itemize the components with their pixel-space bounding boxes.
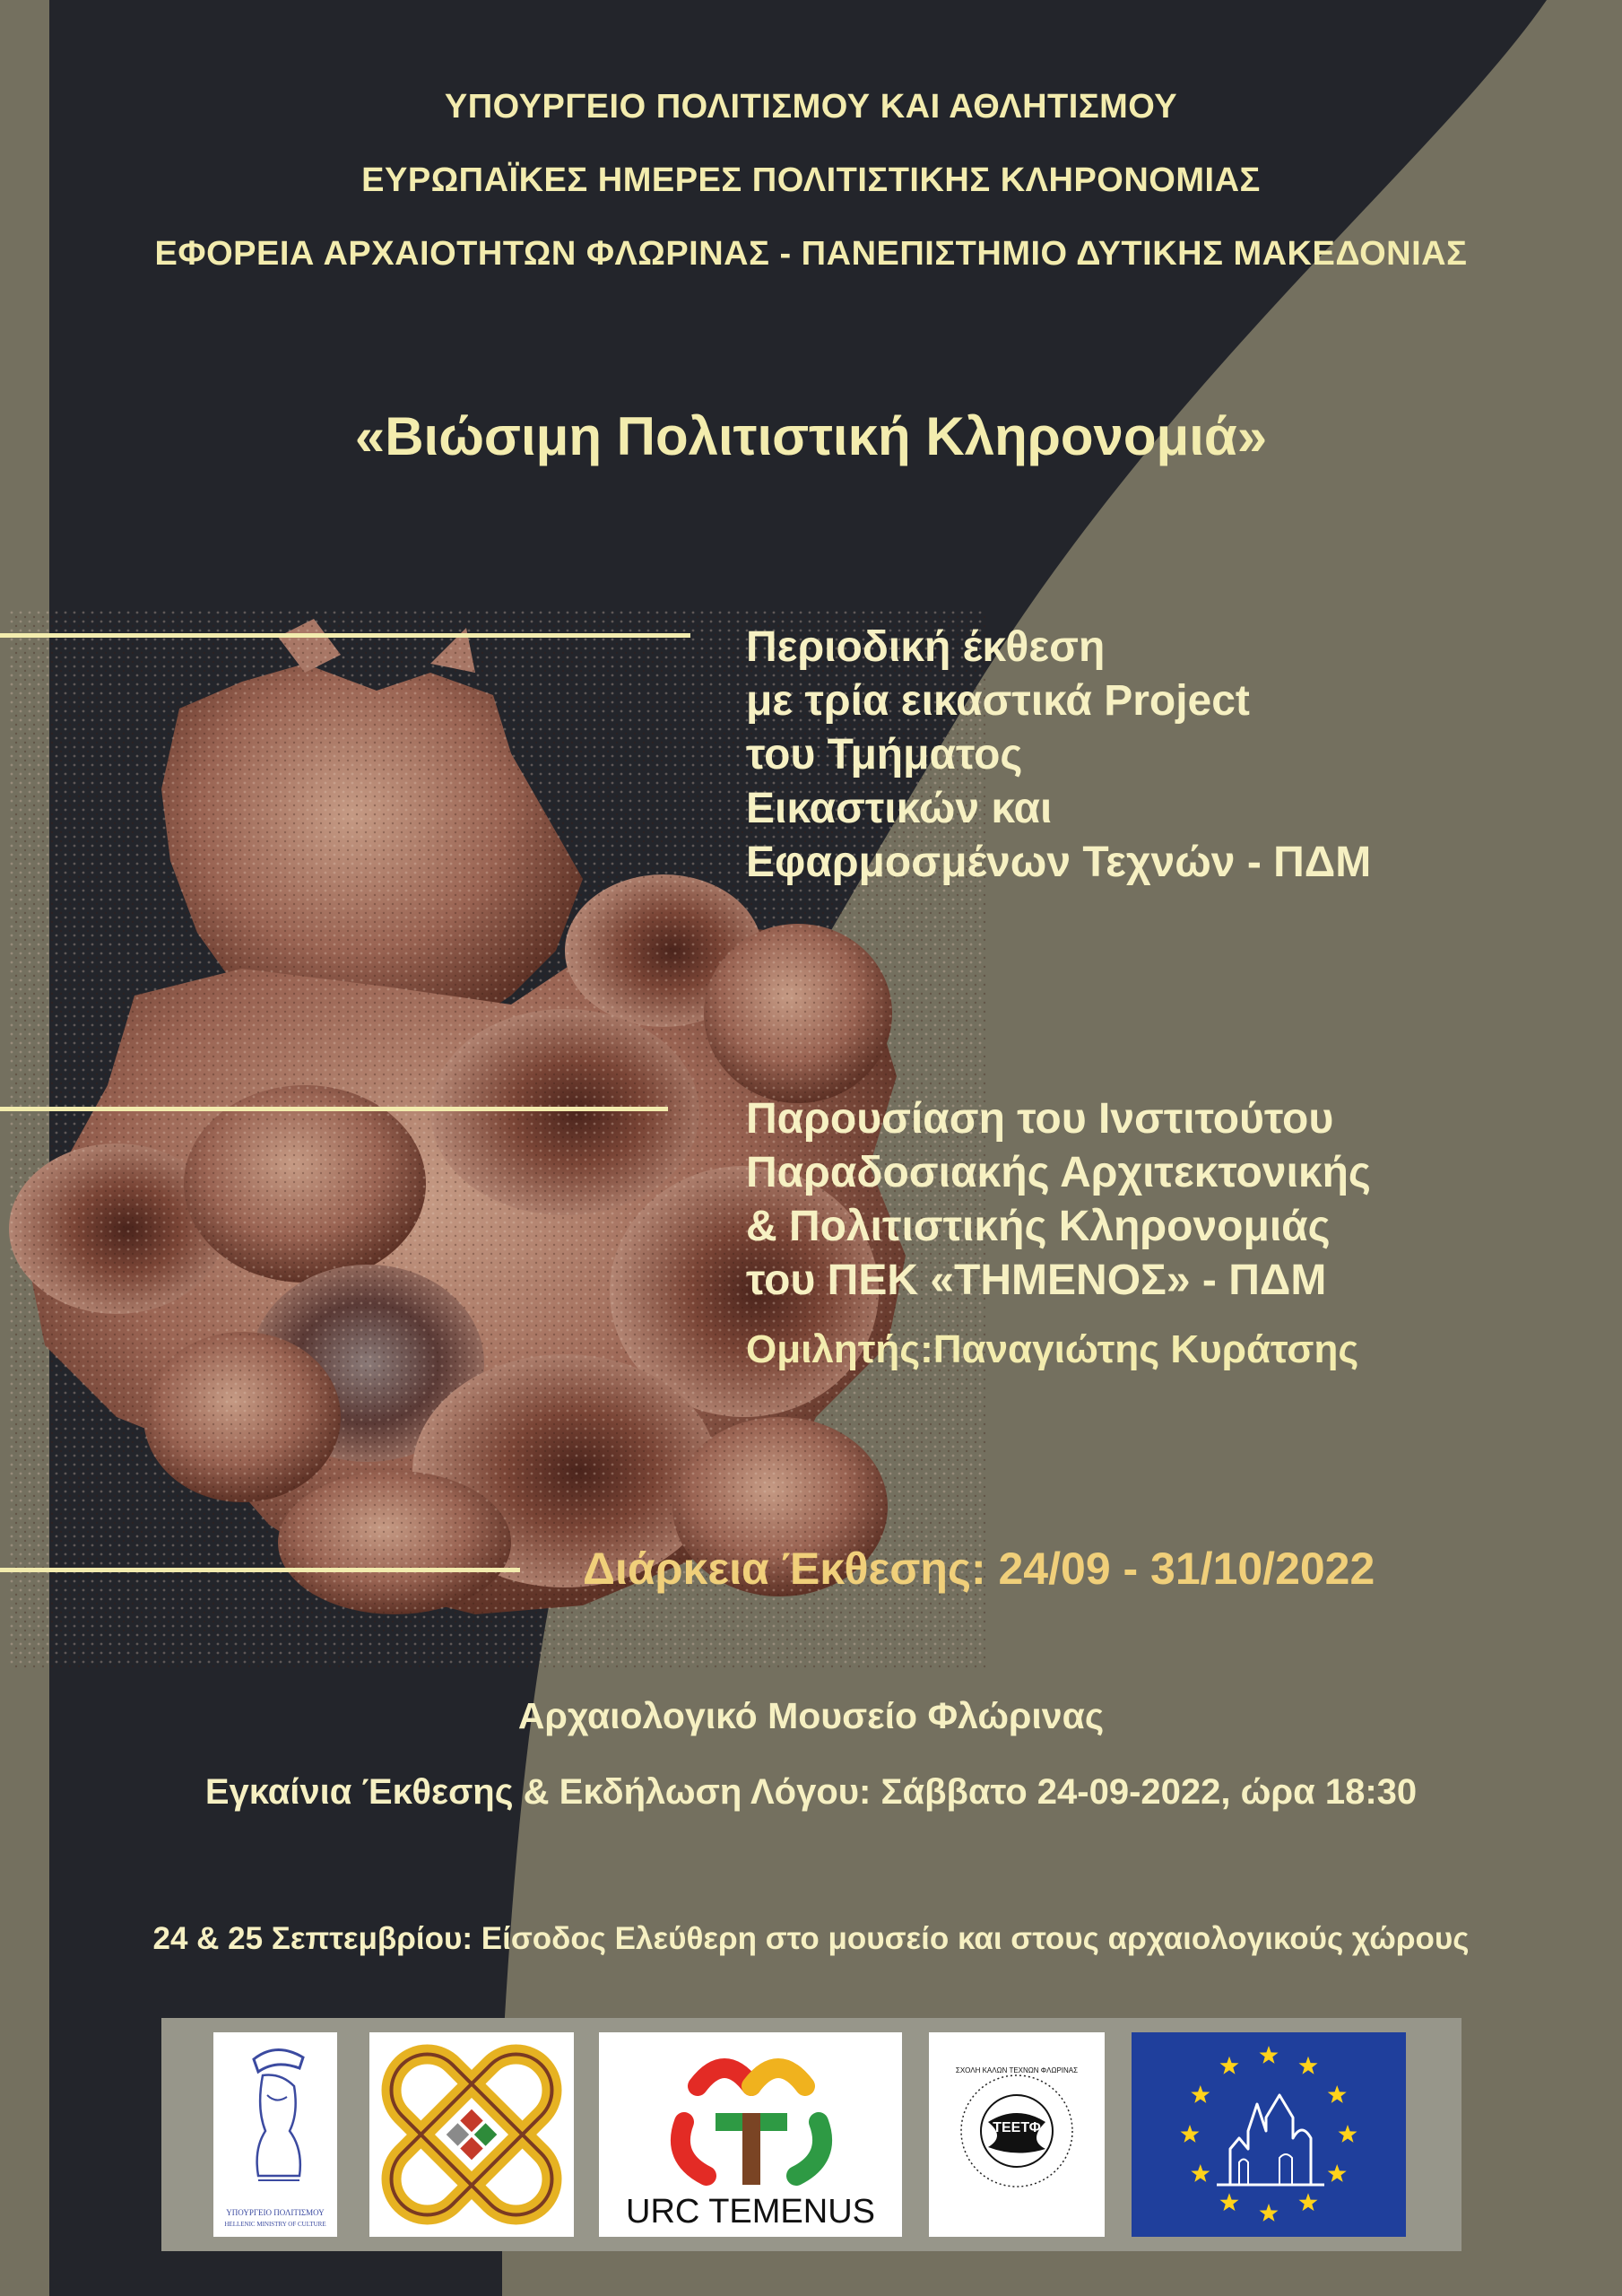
ministry-of-culture-logo [213, 2032, 337, 2237]
school-of-fine-arts-logo [929, 2032, 1105, 2237]
header-organizers: ΕΦΟΡΕΙΑ ΑΡΧΑΙΟΤΗΤΩΝ ΦΛΩΡΙΝΑΣ - ΠΑΝΕΠΙΣΤΗΜΙΟ ΔΥΤΙΚΗΣ ΜΑΚΕΔΟΝΙΑΣ [154, 235, 1468, 273]
eu-star-icon [1220, 2193, 1239, 2211]
fine-arts-mark: ΤΕΕΤΦ [993, 2120, 1041, 2135]
exhibition-line: Εικαστικών και [746, 785, 1053, 832]
university-western-macedonia-logo [369, 2032, 574, 2237]
presentation-line: & Πολιτιστικής Κληρονομιάς [746, 1203, 1331, 1250]
knot-emblem-icon [369, 2032, 574, 2237]
presentation-line: του ΠΕΚ «ΤΗΜΕΝΟΣ» - ΠΔΜ [746, 1257, 1327, 1304]
exhibition-description [746, 621, 1371, 890]
exhibition-line: με τρία εικαστικά Project [746, 677, 1250, 725]
exhibition-line: του Τμήματος [746, 731, 1023, 778]
venue: Αρχαιολογικό Μουσείο Φλώρινας [517, 1695, 1105, 1736]
eu-star-icon [1220, 2057, 1239, 2074]
ministry-emblem-icon [213, 2032, 337, 2237]
rule-exhibition [0, 633, 690, 638]
eu-star-icon [1191, 2164, 1210, 2182]
speaker: Ομιλητής:Παναγιώτης Κυράτσης [746, 1327, 1359, 1371]
exhibition-line: Περιοδική έκθεση [746, 623, 1106, 671]
eu-star-icon [1299, 2193, 1318, 2211]
eu-star-icon [1260, 2204, 1279, 2222]
eu-star-icon [1339, 2125, 1357, 2143]
presentation-line: Παραδοσιακής Αρχιτεκτονικής [746, 1149, 1371, 1196]
eu-star-icon [1260, 2046, 1279, 2064]
eu-star-icon [1181, 2125, 1200, 2143]
eu-star-icon [1328, 2164, 1347, 2182]
eu-star-icon [1299, 2057, 1318, 2074]
header-heritage-days: ΕΥΡΩΠΑΪΚΕΣ ΗΜΕΡΕΣ ΠΟΛΙΤΙΣΤΙΚΗΣ ΚΛΗΡΟΝΟΜΙΑΣ [361, 161, 1261, 199]
rule-duration [0, 1568, 520, 1572]
ministry-logo-text: ΥΠΟΥΡΓΕΙΟ ΠΟΛΙΤΙΣΜΟΥ [226, 2208, 325, 2217]
opening-event: Εγκαίνια Έκθεσης & Εκδήλωση Λόγου: Σάββατο 24-09-2022, ώρα 18:30 [204, 1772, 1418, 1812]
eu-stars-icon [1132, 2032, 1406, 2237]
event-title: «Βιώσιμη Πολιτιστική Κληρονομιά» [354, 406, 1268, 466]
header-ministry: ΥΠΟΥΡΓΕΙΟ ΠΟΛΙΤΙΣΜΟΥ ΚΑΙ ΑΘΛΗΤΙΣΜΟΥ [444, 88, 1178, 126]
exhibition-duration: Διάρκεια Έκθεσης: 24/09 - 31/10/2022 [583, 1544, 1375, 1594]
rule-presentation [0, 1107, 668, 1111]
urc-temenus-label: URC TEMENUS [626, 2193, 875, 2231]
exhibition-line: Εφαρμοσμένων Τεχνών - ΠΔΜ [746, 839, 1372, 886]
sponsor-logo-strip [161, 2018, 1462, 2251]
urc-temenus-logo [599, 2032, 902, 2237]
eu-star-icon [1328, 2085, 1347, 2103]
fine-arts-ring-text: ΣΧΟΛΗ ΚΑΛΩΝ ΤΕΧΝΩΝ ΦΛΩΡΙΝΑΣ [955, 2066, 1079, 2074]
presentation-line: Παρουσίαση του Ινστιτούτου [746, 1095, 1334, 1143]
european-heritage-days-logo [1132, 2032, 1406, 2237]
free-entry-notice: 24 & 25 Σεπτεμβρίου: Είσοδος Ελεύθερη στο μουσείο και στους αρχαιολογικούς χώρους [152, 1921, 1470, 1956]
eu-star-icon [1191, 2085, 1210, 2103]
presentation-description [746, 1092, 1371, 1308]
ministry-logo-text-en: HELLENIC MINISTRY OF CULTURE [224, 2221, 326, 2228]
